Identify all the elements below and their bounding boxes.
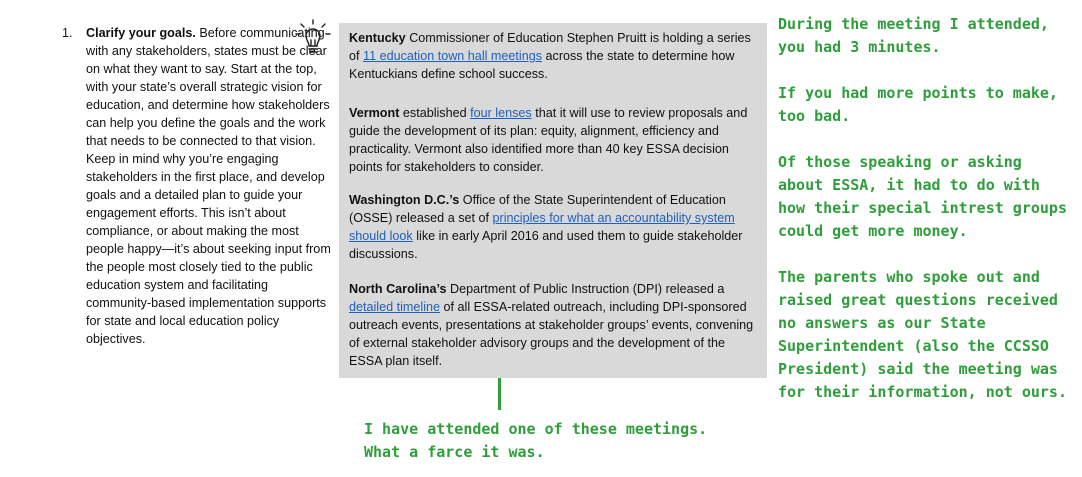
state-examples-box — [339, 23, 767, 378]
goals-lead: Clarify your goals. — [86, 26, 196, 40]
example-text: like in early April 2016 and used them to guide stakeholder discussions. — [349, 229, 743, 261]
right-annotation: If you had more points to make, too bad. — [778, 84, 1058, 125]
right-annotation: The parents who spoke out and raised great questions received no answers as our State Superintendent (also the CCSSO President) said the meeting was for their information, not ours. — [778, 268, 1067, 401]
example-lead: Vermont — [349, 106, 400, 120]
example-text: that it will use to review proposals and guide the development of its plan: equity, alignment, efficiency and practicality. Vermont also identified more than 40 key ESSA decision points for stakeholders to consider. — [349, 106, 748, 174]
example-text: established — [399, 106, 471, 120]
list-number: 1. — [62, 26, 73, 40]
example-washington-dc — [349, 191, 761, 263]
annotation-divider — [498, 378, 501, 410]
example-text: Department of Public Instruction (DPI) released a — [446, 282, 725, 296]
example-text: of all ESSA-related outreach, including DPI-sponsored outreach events, presentations at stakeholder groups’ events, convening of external stakeholder advisory groups and the development of the ESSA plan itself. — [349, 300, 754, 368]
example-text: Commissioner of Education Stephen Pruitt is holding a series of — [349, 31, 751, 63]
goals-body: Before communicating with any stakeholders, states must be clear on what they want to say. Start at the top, with your state’s overall strategic vision for education, and determine how stakeholders can help you define the goals and the work that needs to be connected to that vision. Keep in mind why you’re engaging stakeholders in the first place, and develop goals and a detailed plan to guide your engagement efforts. This isn’t about compliance, or about making the most people happy—it’s about seeking input from the people most closely tied to the public education system and facilitating community-based implementation supports for state and local education policy objectives. — [86, 26, 331, 346]
four-lenses-link[interactable]: four lenses — [470, 106, 532, 120]
example-lead: Kentucky — [349, 31, 406, 45]
lightbulb-icon — [293, 18, 333, 58]
example-text: Office of the State Superintendent of Education (OSSE) released a set of — [349, 193, 726, 225]
right-annotation: Of those speaking or asking about ESSA, it had to do with how their special intrest groups could get more money. — [778, 153, 1067, 240]
example-text: across the state to determine how Kentuckians define school success. — [349, 49, 735, 81]
example-kentucky — [349, 29, 761, 83]
goals-paragraph — [86, 24, 332, 348]
town-hall-link[interactable]: 11 education town hall meetings — [363, 49, 543, 63]
principles-link[interactable]: principles for what an accountability system should look — [349, 211, 735, 243]
bottom-annotation: I have attended one of these meetings. What a farce it was. — [364, 420, 708, 461]
right-annotation: During the meeting I attended, you had 3 minutes. — [778, 15, 1049, 56]
example-lead: Washington D.C.’s — [349, 193, 460, 207]
example-lead: North Carolina’s — [349, 282, 447, 296]
example-north-carolina — [349, 280, 761, 370]
timeline-link[interactable]: detailed timeline — [349, 300, 441, 314]
example-vermont — [349, 104, 761, 176]
